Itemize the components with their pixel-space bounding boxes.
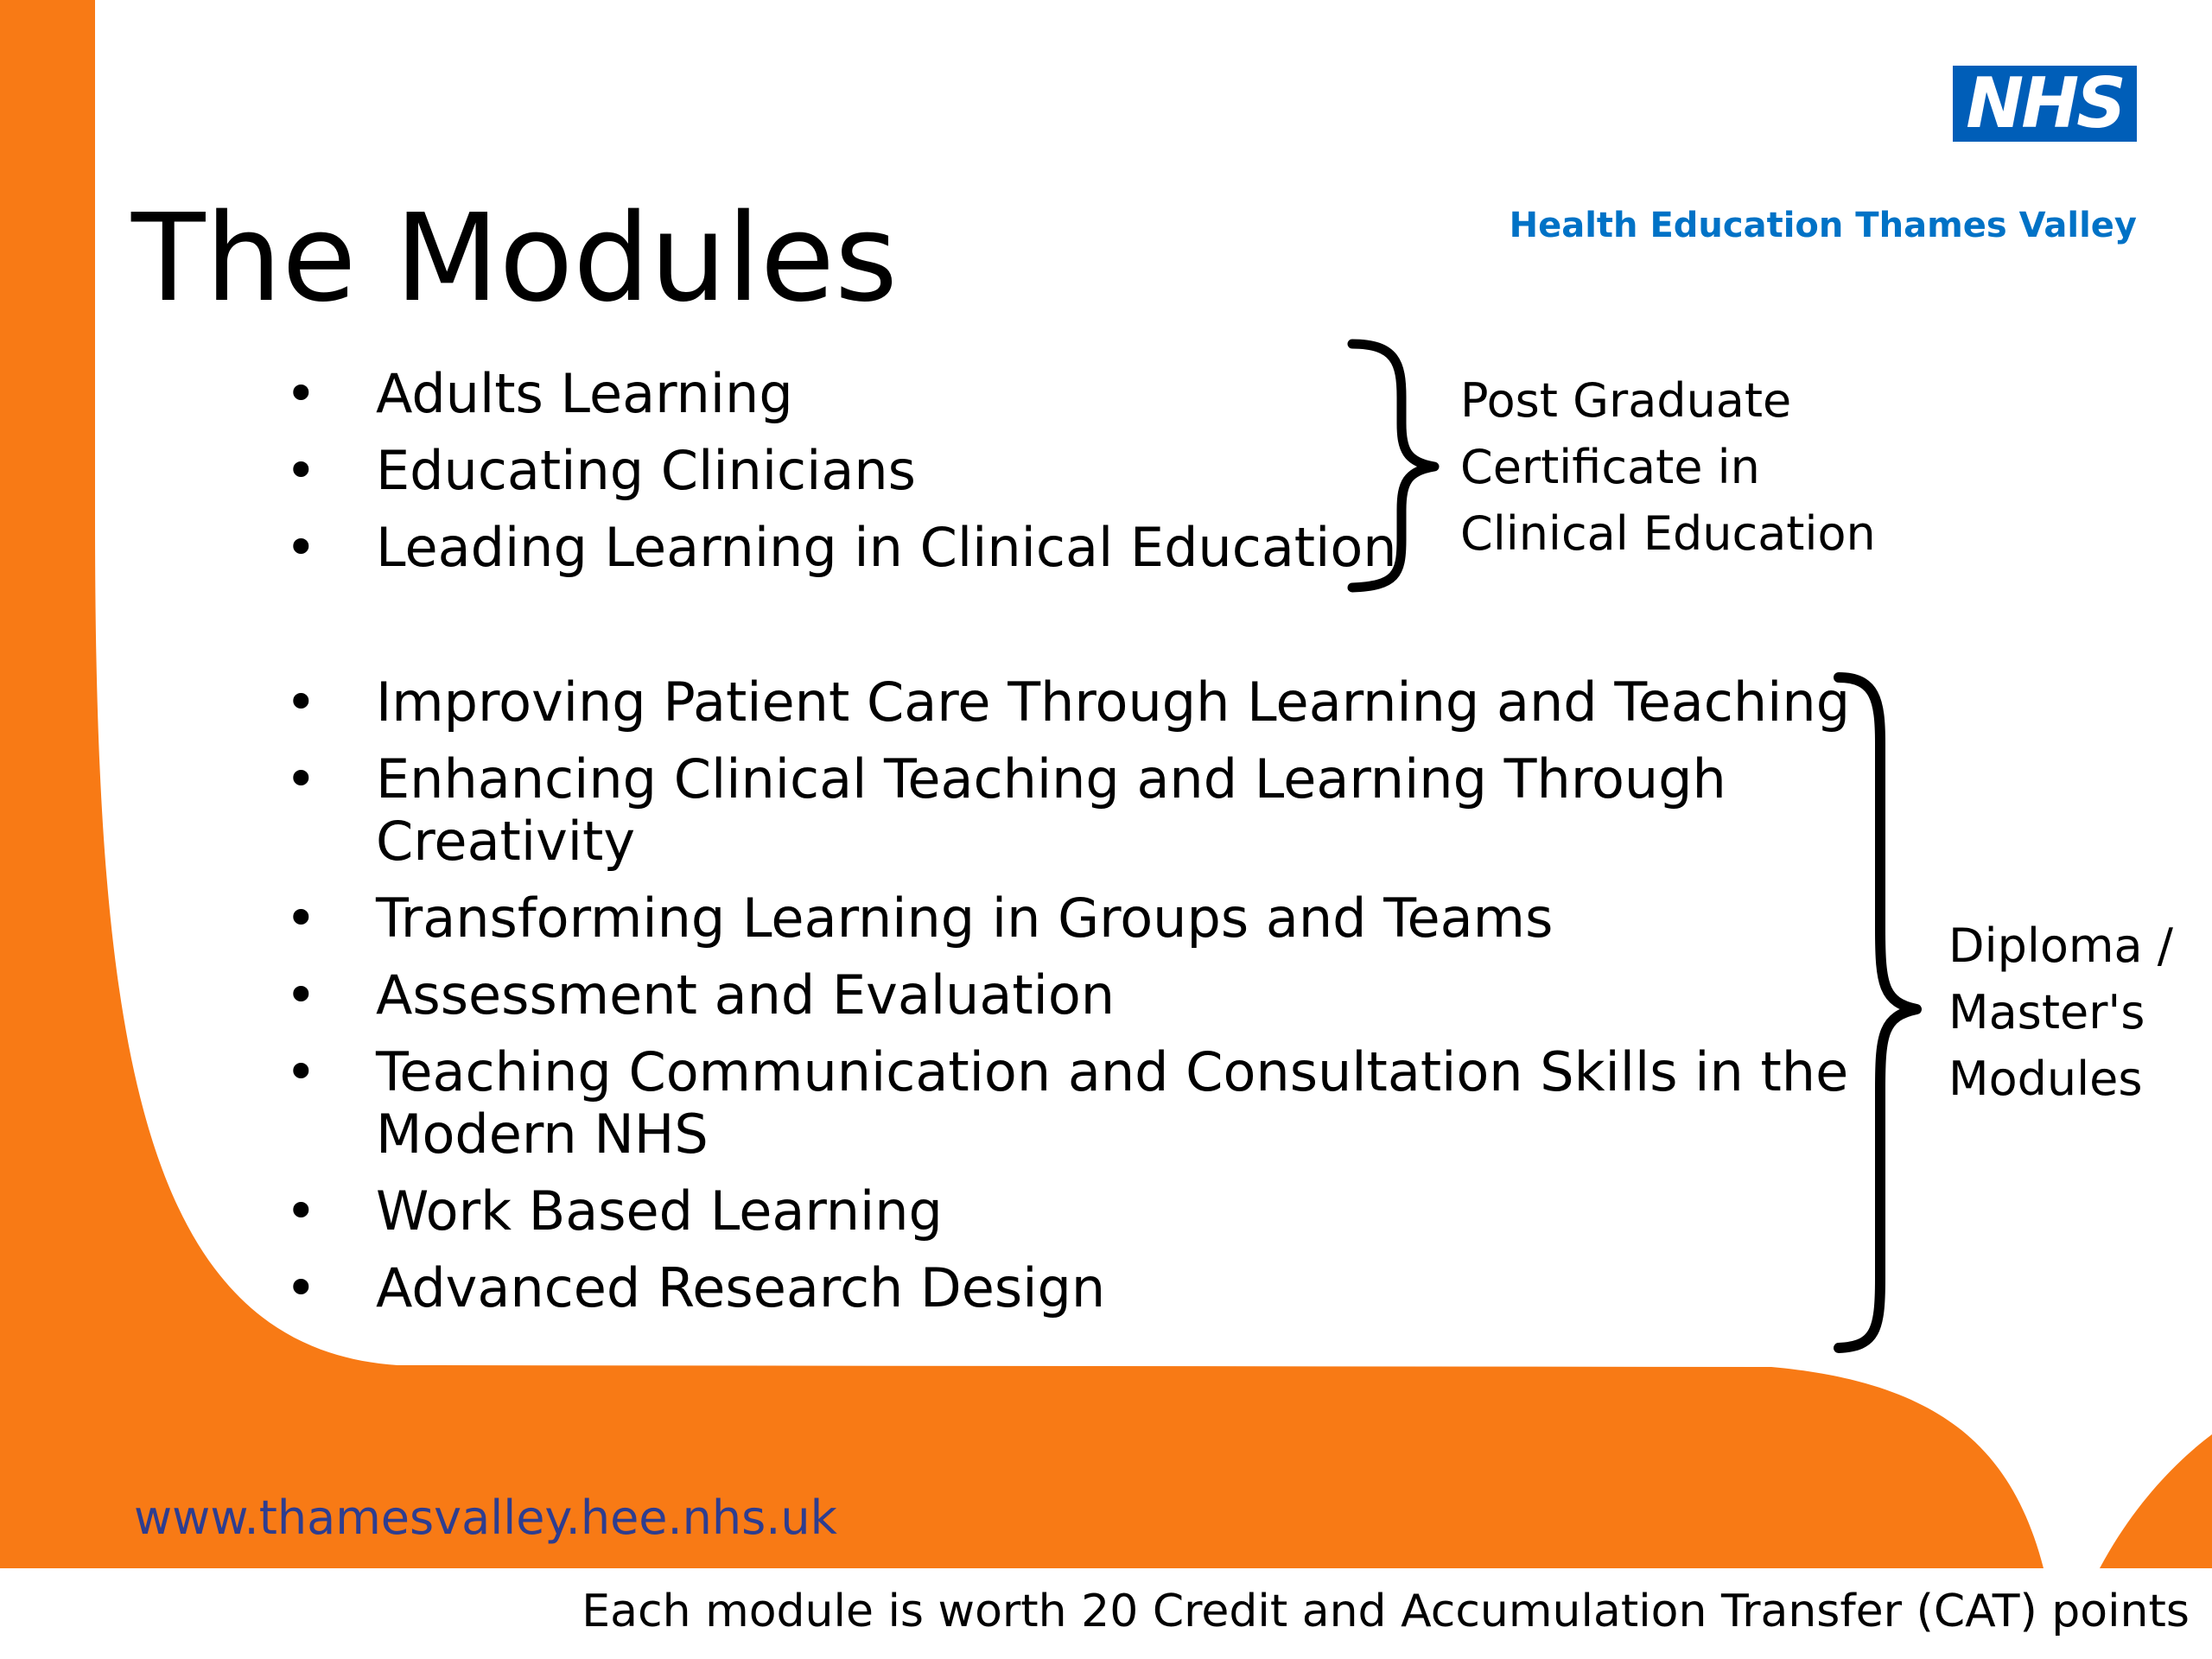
bullet-icon: • bbox=[285, 963, 317, 1027]
orange-right-corner bbox=[2100, 1434, 2212, 1568]
label-line: Post Graduate bbox=[1460, 373, 1792, 428]
cat-points-note: Each module is worth 20 Credit and Accumulation Transfer (CAT) points bbox=[582, 1586, 2190, 1637]
bullet-icon: • bbox=[285, 671, 317, 734]
module-name: Transforming Learning in Groups and Teams bbox=[376, 887, 1554, 950]
diploma-masters-label bbox=[1948, 912, 2173, 1112]
module-name: Adults Learning bbox=[376, 362, 793, 425]
module-name: Educating Clinicians bbox=[376, 439, 916, 502]
module-name: Leading Learning in Clinical Education bbox=[376, 516, 1397, 579]
module-name: Work Based Learning bbox=[376, 1179, 943, 1243]
list-item bbox=[285, 1257, 1858, 1319]
label-line: Clinical Education bbox=[1460, 506, 1876, 561]
bullet-icon: • bbox=[285, 1179, 317, 1243]
bullet-icon: • bbox=[285, 887, 317, 950]
label-line: Modules bbox=[1948, 1052, 2143, 1106]
module-name: Improving Patient Care Through Learning and Teaching bbox=[376, 671, 1851, 734]
list-item bbox=[285, 1041, 1858, 1166]
bullet-icon: • bbox=[285, 516, 317, 579]
organisation-name: Health Education Thames Valley bbox=[1509, 206, 2137, 245]
list-item bbox=[285, 964, 1858, 1027]
website-link[interactable]: www.thamesvalley.hee.nhs.uk bbox=[134, 1491, 837, 1545]
diploma-module-list bbox=[285, 671, 1858, 1334]
list-item bbox=[285, 887, 1858, 950]
list-item bbox=[285, 363, 1397, 425]
postgraduate-certificate-label bbox=[1460, 367, 1876, 567]
bullet-icon: • bbox=[285, 1256, 317, 1319]
bullet-icon: • bbox=[285, 439, 317, 502]
module-name: Enhancing Clinical Teaching and Learning Through Creativity bbox=[376, 747, 1726, 873]
bullet-icon: • bbox=[285, 747, 317, 810]
module-name: Assessment and Evaluation bbox=[376, 963, 1116, 1027]
label-line: Diploma / bbox=[1948, 918, 2173, 973]
bullet-icon: • bbox=[285, 362, 317, 425]
bullet-icon: • bbox=[285, 1040, 317, 1103]
list-item bbox=[285, 440, 1397, 502]
label-line: Master's bbox=[1948, 985, 2145, 1039]
list-item bbox=[285, 748, 1858, 873]
slide-title: The Modules bbox=[131, 188, 898, 329]
nhs-logo-text: NHS bbox=[1966, 63, 2124, 143]
label-line: Certificate in bbox=[1460, 440, 1760, 494]
module-name: Advanced Research Design bbox=[376, 1256, 1106, 1319]
list-item bbox=[285, 1180, 1858, 1243]
list-item bbox=[285, 517, 1397, 579]
list-item bbox=[285, 671, 1858, 734]
nhs-logo bbox=[1953, 63, 2137, 143]
module-name: Teaching Communication and Consultation Skills in the Modern NHS bbox=[376, 1040, 1849, 1166]
postgraduate-module-list bbox=[285, 363, 1397, 594]
